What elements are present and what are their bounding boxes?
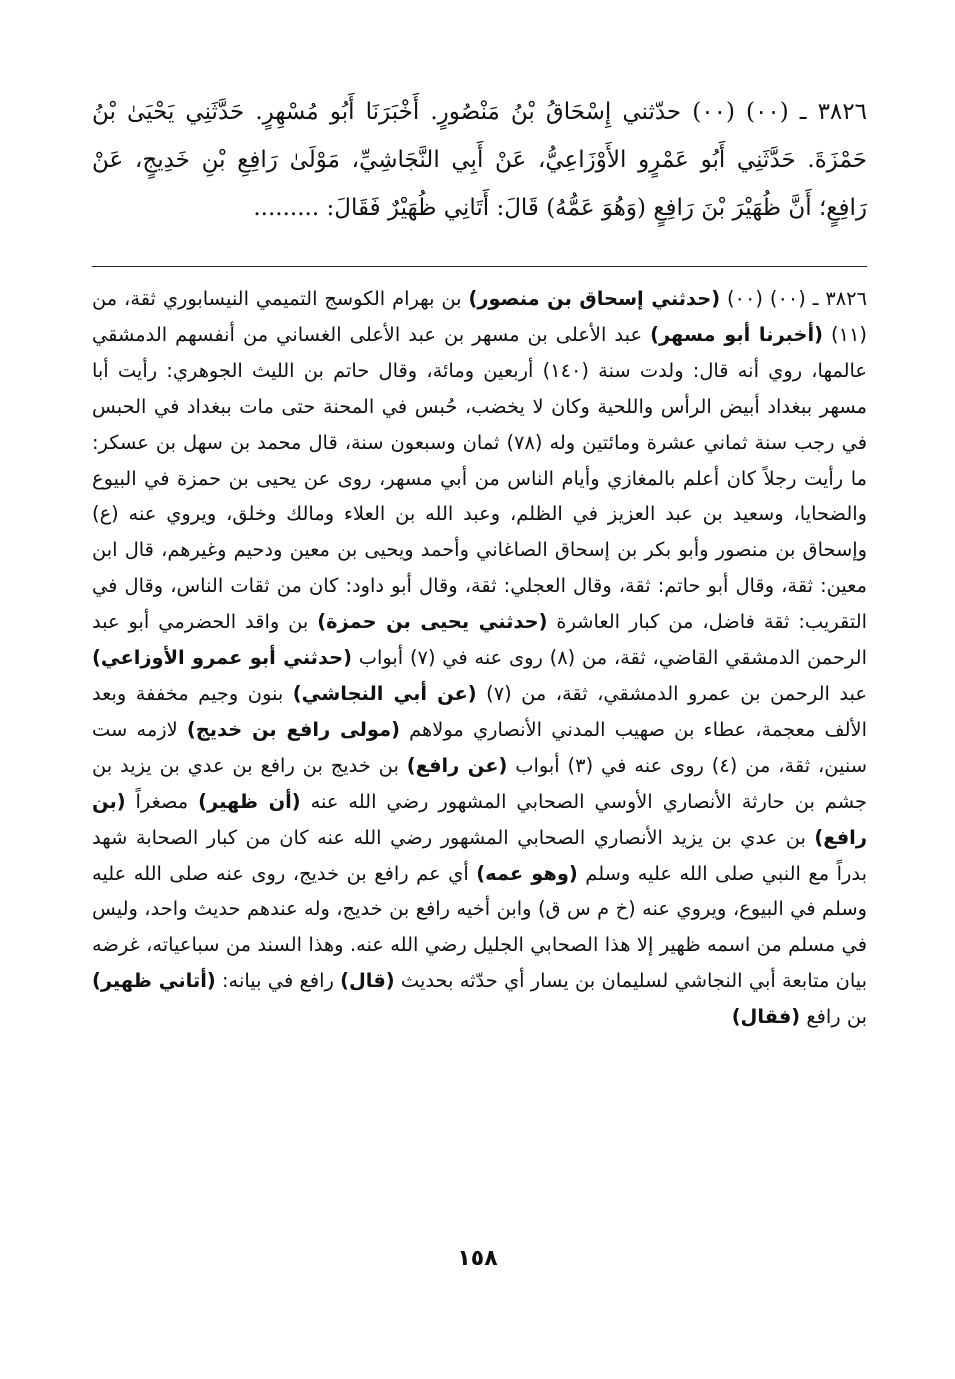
- commentary-segment: بن بهرام الكوسج التميمي النيسابوري ثقة، من (١١): [92, 287, 867, 346]
- commentary-segment: رافع في بيانه:: [215, 969, 341, 993]
- commentary-bold-phrase: (حدثني إسحاق بن منصور): [468, 287, 721, 310]
- commentary-bold-phrase: (قال): [340, 969, 395, 993]
- commentary-bold-phrase: (حدثني يحيى بن حمزة): [317, 610, 548, 634]
- commentary-bold-phrase: (أن ظهير): [198, 789, 301, 813]
- commentary-segment: مصغراً: [125, 789, 199, 813]
- commentary-bold-phrase: (وهو عمه): [476, 861, 578, 885]
- commentary-bold-phrase: (مولى رافع بن خديج): [186, 717, 400, 741]
- hadith-number: ٣٨٢٦ ـ (٠٠) (٠٠): [692, 99, 867, 125]
- document-page: [92, 88, 867, 1348]
- page-number: ١٥٨: [457, 1246, 498, 1271]
- commentary-segment: عبد الرحمن بن عمرو الدمشقي، ثقة، من (٧): [476, 681, 867, 705]
- commentary-segment: لازمه ست سنين، ثقة، من (٤) روى عنه في (٣) أبواب: [92, 717, 867, 777]
- hadith-body: حدّثني إِسْحَاقُ بْنُ مَنْصُورٍ. أَخْبَرَنَا أَبُو مُسْهِرٍ. حَدَّثَنِي يَحْيَىٰ بْنُ حَمْزَةَ. حَدَّثَنِي أَبُو عَمْرٍو الأَوْزَاعِيُّ، عَنْ أَبِي النَّجَاشِيِّ، مَوْلَىٰ رَافِعِ بْنِ خَدِيجٍ، عَنْ رَافِعٍ؛ أَنَّ ظُهَيْرَ بْنَ رَافِعٍ (وَهُوَ عَمُّهُ) قَالَ: أَتَانِي ظُهَيْرٌ فَقَالَ:: [92, 99, 867, 221]
- commentary-bold-phrase: (فقال): [731, 1005, 801, 1029]
- commentary-bold-phrase: (أتاني ظهير): [92, 969, 216, 993]
- commentary-segment: بن خديج بن رافع بن عدي بن يزيد بن جشم بن حارثة الأنصاري الأوسي الصحابي المشهور رضي الله عنه: [92, 753, 867, 813]
- footnote-divider: [92, 266, 867, 267]
- commentary-text: [92, 281, 867, 1035]
- commentary-bold-phrase: (عن أبي النجاشي): [292, 681, 477, 705]
- commentary-bold-phrase: (أخبرنا أبو مسهر): [650, 322, 823, 346]
- commentary-bold-phrase: (عن رافع): [406, 753, 508, 777]
- commentary-bold-phrase: (حدثني أبو عمرو الأوزاعي): [92, 646, 352, 670]
- commentary-segment: بنون وجيم مخففة وبعد الألف معجمة، عطاء بن صهيب المدني الأنصاري مولاهم: [92, 681, 867, 741]
- hadith-text: [92, 88, 867, 232]
- commentary-segment: بن عدي بن يزيد الأنصاري الصحابي المشهور رضي الله عنه كان من كبار الصحابة شهد بدراً مع النبي صلى الله عليه وسلم: [92, 825, 867, 885]
- commentary-segment: بن واقد الحضرمي أبو عبد الرحمن الدمشقي القاضي، ثقة، من (٨) روى عنه في (٧) أبواب: [92, 610, 867, 670]
- commentary-bold-phrase: (بن رافع): [92, 789, 867, 849]
- hadith-ellipsis: .........: [253, 195, 320, 221]
- commentary-segment: بن رافع: [800, 1005, 867, 1029]
- commentary-segment: ٣٨٢٦ ـ (٠٠) (٠٠): [720, 287, 868, 310]
- commentary-segment: أي عم رافع بن خديج، روى عنه صلى الله عليه وسلم في البيوع، ويروي عنه (خ م س ق) وابن أخيه رافع بن خديج، وله عندهم حديث واحد، وليس في مسلم من اسمه ظهير إلا هذا الصحابي الجليل رضي الله عنه. وهذا السند من سباعياته، غرضه بيان متابعة أبي النجاشي لسليمان بن يسار أي حدّثه بحديث: [92, 861, 868, 993]
- commentary-segment: عبد الأعلى بن مسهر بن عبد الأعلى الغساني من أنفسهم الدمشقي عالمها، روي أنه قال: ولدت سنة (١٤٠) أربعين ومائة، وقال حاتم بن الليث الجوهري: رأيت أبا مسهر ببغداد أبيض الرأس واللحية وكان لا يخضب، حُبس في المحنة حتى مات ببغداد في الحبس في رجب سنة ثماني عشرة ومائتين وله (٧٨) ثمان وسبعون سنة، قال محمد بن سهل بن عسكر: ما رأيت رجلاً كان أعلم بالمغازي وأيام الناس من أبي مسهر، روى عن يحيى بن حمزة في البيوع والضحايا، وسعيد بن عبد العزيز في الظلم، وعبد الله بن العلاء ومالك وخلق، ويروي عنه (ع) وإسحاق بن منصور وأبو بكر بن إسحاق الصاغاني وأحمد ويحيى بن معين ودحيم وغيرهم، قال ابن معين: ثقة، وقال أبو حاتم: ثقة، وقال العجلي: ثقة، وقال أبو داود: كان من ثقات الناس، وقال في التقريب: ثقة فاضل، من كبار العاشرة: [92, 322, 868, 634]
